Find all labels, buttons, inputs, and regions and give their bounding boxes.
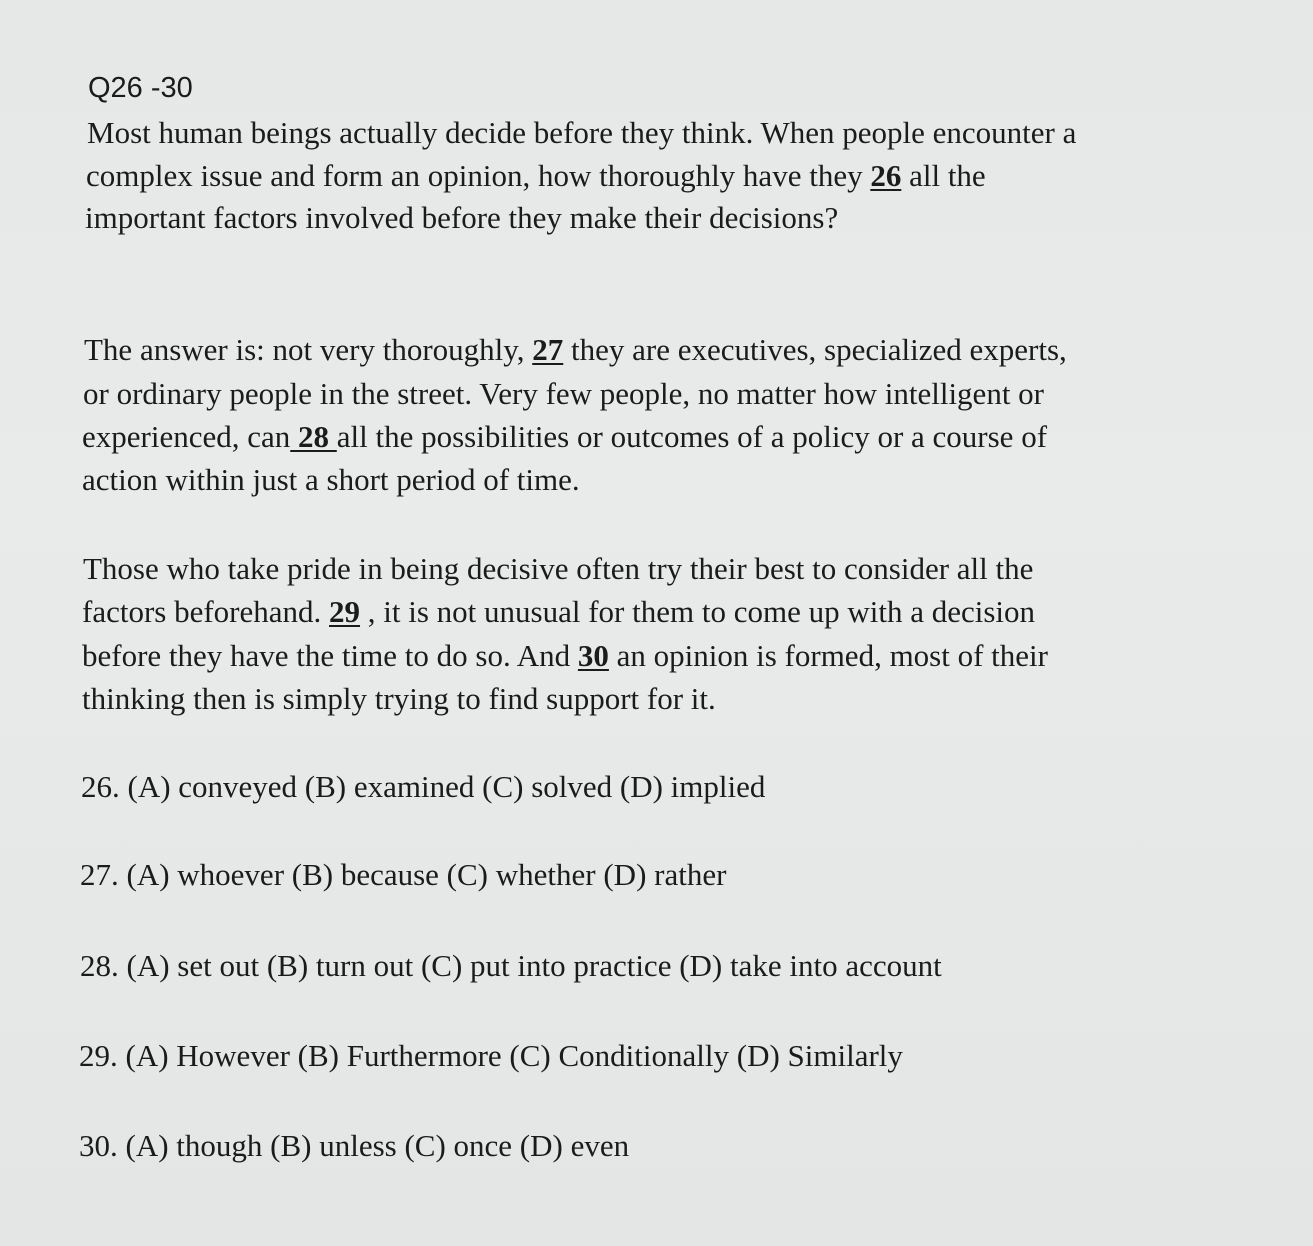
passage-p3-line3: before they have the time to do so. And 30 an opinion is formed, most of their: [82, 638, 1048, 673]
blank-28: 28: [290, 419, 337, 454]
blank-30: 30: [577, 638, 609, 673]
passage-p2-line3: experienced, can 28 all the possibilities or outcomes of a policy or a course of: [82, 419, 1048, 454]
blank-27: 27: [532, 332, 564, 367]
blank-26: 26: [870, 158, 902, 193]
passage-p3-line4: thinking then is simply trying to find support for it.: [82, 681, 716, 716]
passage-p3-line1: Those who take pride in being decisive often try their best to consider all the: [83, 551, 1034, 586]
options-29: 29. (A) However (B) Furthermore (C) Conditionally (D) Similarly: [79, 1038, 903, 1073]
passage-p3-line2: factors beforehand. 29 , it is not unusual for them to come up with a decision: [82, 594, 1036, 629]
options-27: 27. (A) whoever (B) because (C) whether (D) rather: [80, 857, 727, 892]
passage-p1-line2: complex issue and form an opinion, how thoroughly have they 26 all the: [86, 158, 986, 193]
passage-p1-line3: important factors involved before they make their decisions?: [85, 200, 839, 235]
options-28: 28. (A) set out (B) turn out (C) put into practice (D) take into account: [80, 948, 942, 983]
passage-p1-line1: Most human beings actually decide before they think. When people encounter a: [87, 115, 1077, 150]
options-26: 26. (A) conveyed (B) examined (C) solved (D) implied: [81, 769, 766, 804]
passage-p2-line1: The answer is: not very thoroughly, 27 they are executives, specialized experts,: [84, 332, 1067, 367]
passage-p2-line4: action within just a short period of time.: [82, 462, 580, 497]
options-30: 30. (A) though (B) unless (C) once (D) even: [79, 1128, 630, 1163]
passage-p2-line2: or ordinary people in the street. Very few people, no matter how intelligent or: [83, 376, 1044, 411]
question-range-heading: Q26 -30: [88, 72, 193, 104]
blank-29: 29: [329, 594, 361, 629]
